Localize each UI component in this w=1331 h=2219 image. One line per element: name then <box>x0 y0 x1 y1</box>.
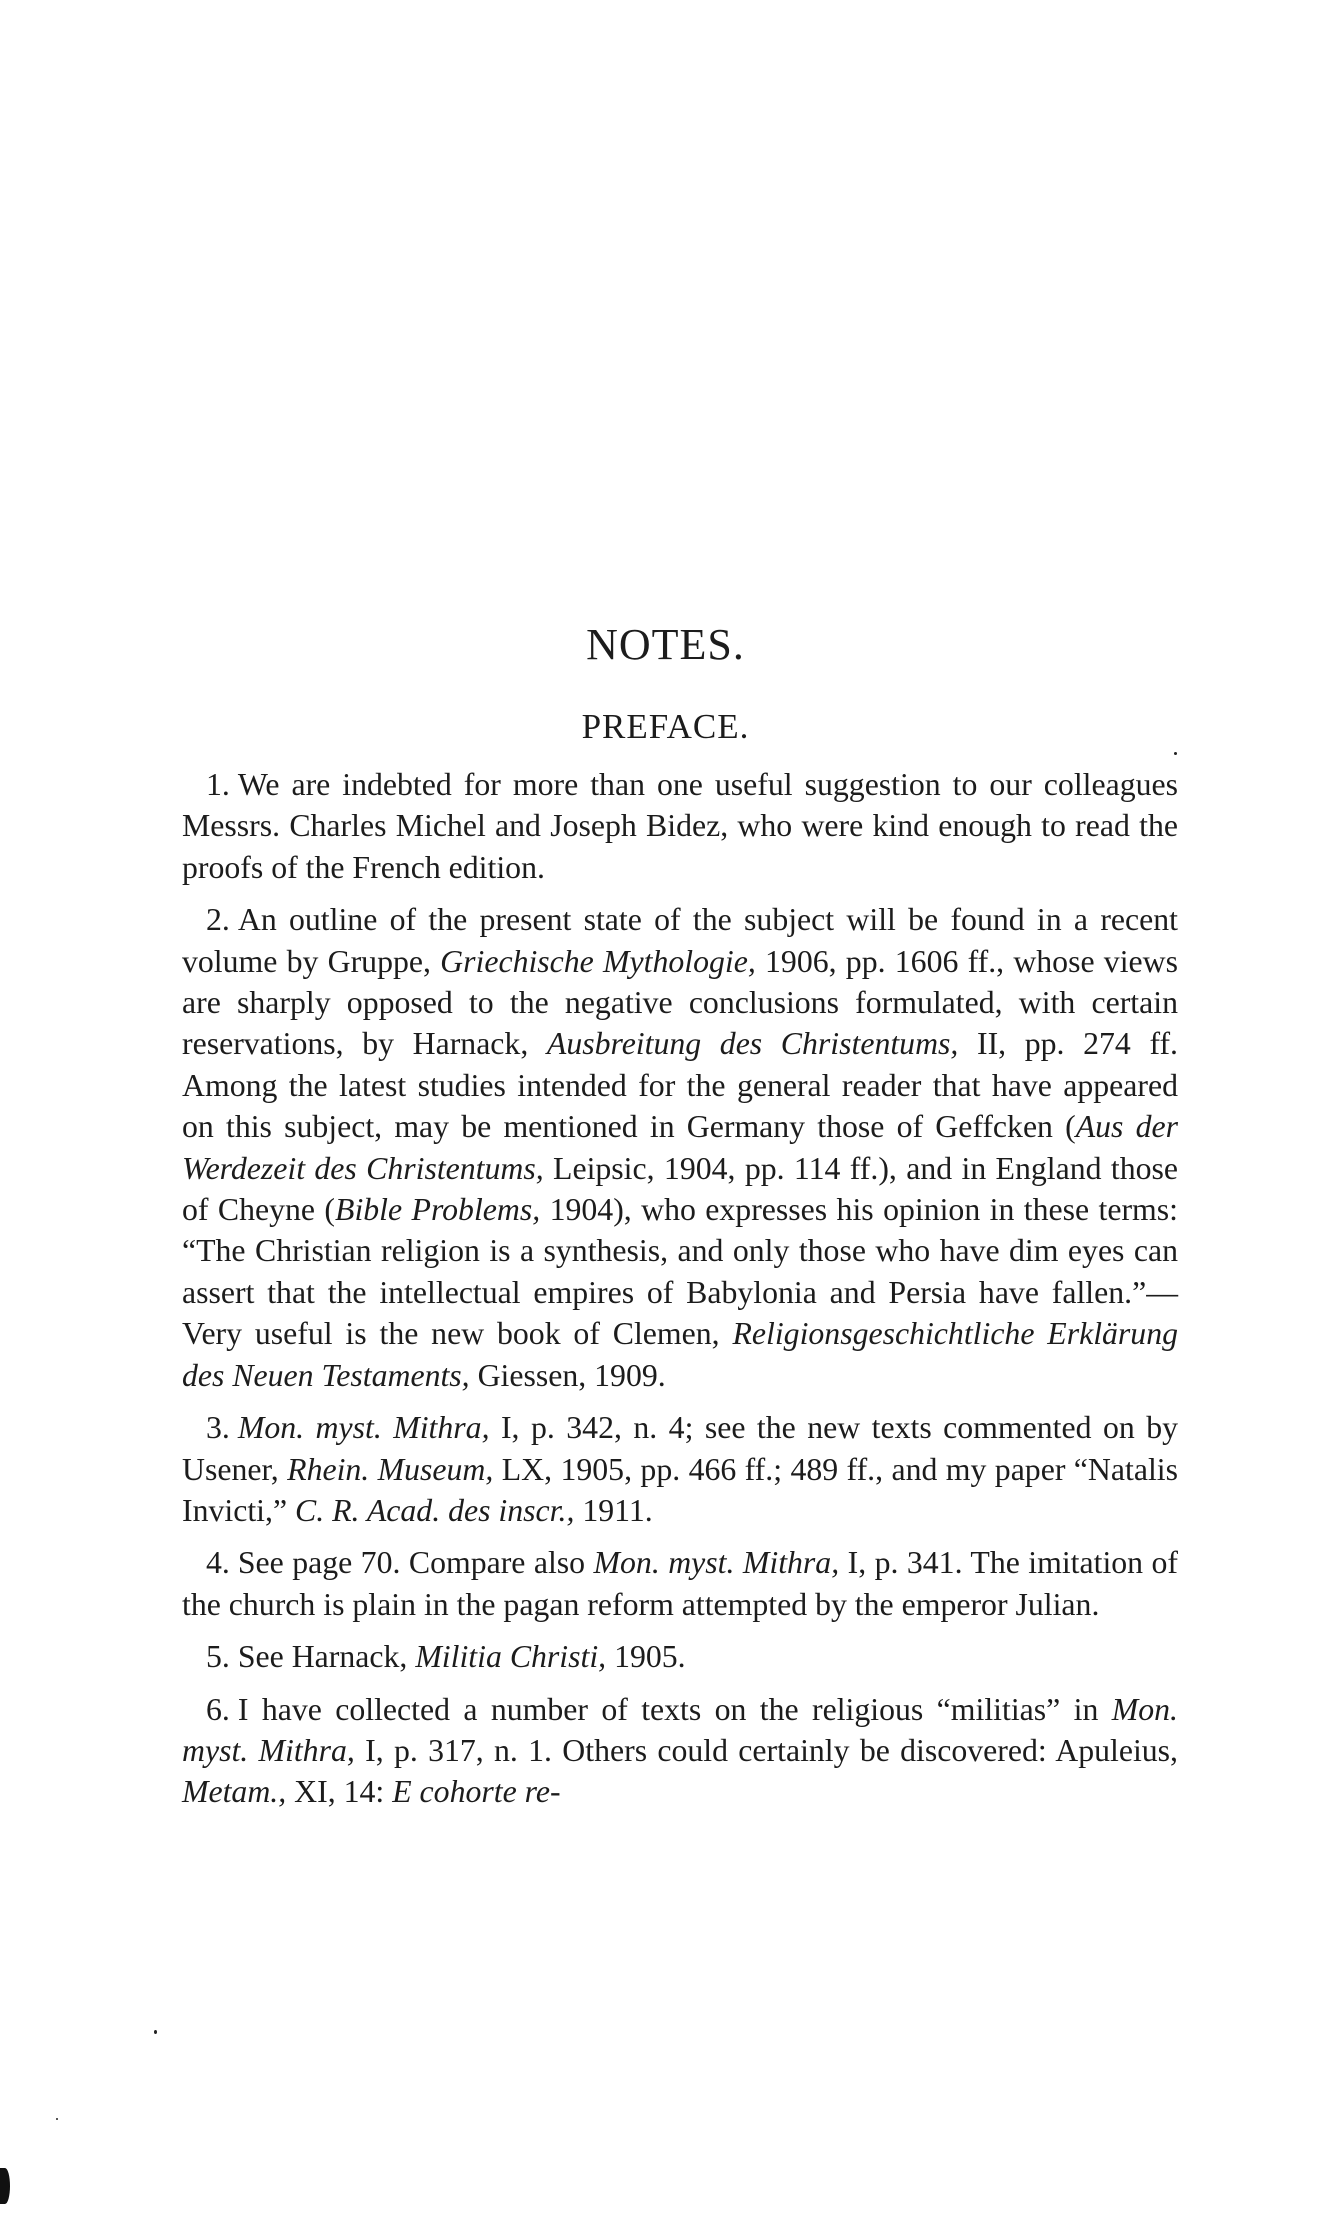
note-number: 2. <box>206 902 230 938</box>
note-italic-text: Bible Problems, <box>335 1192 541 1228</box>
note-number: 5. <box>206 1639 230 1675</box>
note-text: II, pp. 274 ff. Among the latest studies intended for the general reader that have appeared on this subject, may be mentioned in Germany those of Geffcken ( <box>182 1026 1179 1145</box>
note-number: 1. <box>206 767 230 802</box>
scan-speck <box>56 2118 58 2120</box>
note-italic-text: Mon. myst. Mithra, <box>182 1691 1178 1768</box>
note-italic-text: Rhein. Museum, <box>287 1451 494 1487</box>
note-text: We are indebted for more than one useful suggestion to our colleagues Messrs. Charles Michel and Joseph Bidez, who were kind enough to read the proofs of the French edition. <box>182 767 1178 885</box>
note-italic-text: C. R. Acad. des inscr., <box>295 1492 575 1528</box>
note-text: I, p. 342, n. 4; see the new texts commented on by Usener, <box>182 1410 1178 1487</box>
note <box>182 1407 1178 1531</box>
note <box>182 899 1178 1396</box>
note-number: 3. <box>206 1410 230 1446</box>
note-italic-text: Aus der Werdezeit des Christentums, <box>182 1109 1179 1186</box>
note <box>182 1542 1178 1625</box>
note-text: Leipsic, 1904, pp. 114 ff.), and in England those of Cheyne ( <box>182 1150 1178 1228</box>
note-italic-text: Metam., <box>182 1774 287 1810</box>
note-text: I, p. 341. The imitation of the church is plain in the pagan reform attempted by the emperor Julian. <box>182 1545 1179 1622</box>
scan-speck <box>154 2030 157 2034</box>
note-text: LX, 1905, pp. 466 ff.; 489 ff., and my paper “Natalis Invicti,” <box>182 1451 1178 1528</box>
note-text: Giessen, 1909. <box>469 1357 666 1393</box>
note-text: See Harnack, <box>237 1639 416 1675</box>
note-text: 1904), who expresses his opinion in these terms: “The Christian religion is a synthesis, and only those who have dim eyes can assert that the intellectual empires of Babylonia and Persia have fallen.”—Very useful is the new book of Clemen, <box>182 1192 1178 1352</box>
note-text: An outline of the present state of the subject will be found in a recent volume by Gruppe, <box>182 902 1178 979</box>
note-text: 1906, pp. 1606 ff., whose views are sharply opposed to the negative conclusions formulated, with certain reservations, by Harnack, <box>182 943 1178 1062</box>
note-italic-text: Ausbreitung des Christentums, <box>546 1026 959 1062</box>
page-heading: NOTES. <box>586 620 745 669</box>
scan-speck <box>1174 752 1177 755</box>
notes-list <box>182 764 1178 1824</box>
note <box>182 1636 1178 1677</box>
note <box>182 764 1178 888</box>
note-italic-text: Religionsgeschichtliche Erklärung des Neuen Testaments, <box>182 1316 1179 1393</box>
note-text: 1905. <box>606 1639 686 1675</box>
note-text: I, p. 317, n. 1. Others could certainly be discovered: Apuleius, <box>354 1732 1178 1768</box>
note-italic-text: Militia Christi, <box>415 1639 607 1675</box>
note-number: 4. <box>206 1545 230 1581</box>
note-number: 6. <box>206 1691 230 1727</box>
note-italic-text: Griechische Mythologie, <box>440 943 756 979</box>
note <box>182 1689 1178 1813</box>
note-italic-text: Mon. myst. Mithra, <box>237 1410 490 1446</box>
note-italic-text: E cohorte re- <box>392 1774 561 1810</box>
section-heading: PREFACE. <box>581 707 750 746</box>
note-text: XI, 14: <box>286 1774 393 1810</box>
note-text: See page 70. Compare also <box>237 1545 594 1581</box>
note-text: I have collected a number of texts on the religious “militias” in <box>237 1691 1112 1727</box>
note-italic-text: Mon. myst. Mithra, <box>593 1545 840 1581</box>
scan-edge-mark <box>0 2168 10 2204</box>
note-text: 1911. <box>574 1492 653 1528</box>
